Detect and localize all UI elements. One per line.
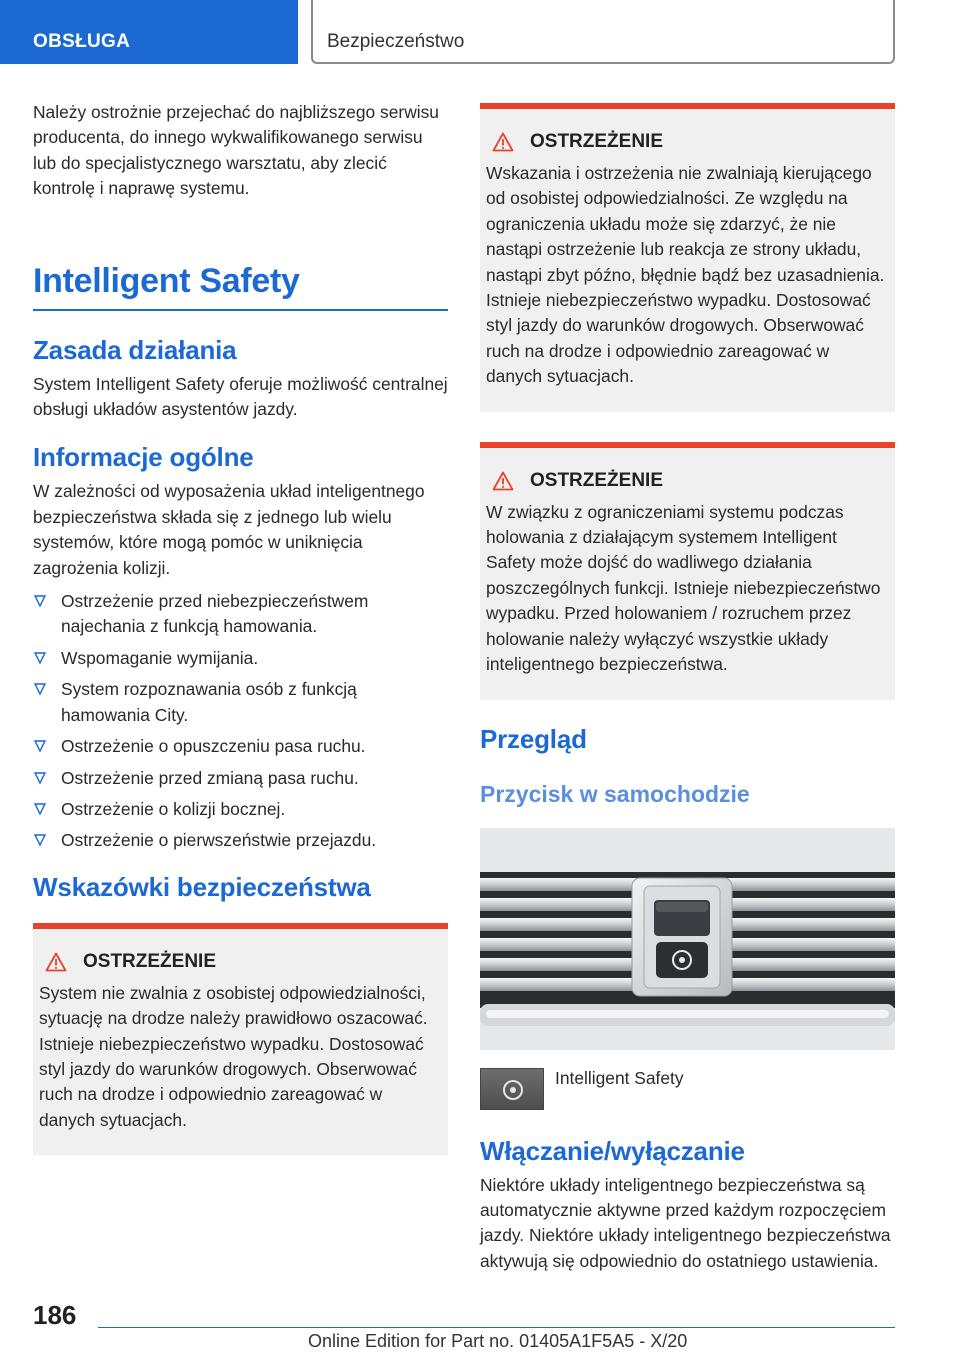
- warning-text: Wskazania i ostrzeżenia nie zwalniają kierującego od osobistej odpowiedzialności. Ze względu na ograniczenia układu może się zdarzyć, że nie nastąpi ostrzeżenie lub reakcja ze strony układu, nastąpi zbyt późno, błędnie bądź bez uzasadnienia. Istnieje niebezpieczeństwo wypadku. Dostosować styl jazdy do warunków drogowych. Obserwować ruch na drodze i odpowiednio zareagować w danych sytuacjach.: [486, 163, 885, 387]
- list-item: Ostrzeżenie o kolizji bocznej.: [33, 797, 448, 822]
- page-number: 186: [33, 1300, 77, 1330]
- section-tab: [0, 0, 298, 64]
- warning-triangle-icon: [45, 952, 67, 972]
- general-heading: Informacje ogólne: [33, 442, 254, 473]
- triangle-bullet-icon: [33, 802, 47, 816]
- triangle-bullet-icon: [33, 682, 47, 696]
- air-vent-illustration: [480, 828, 895, 1050]
- overview-heading: Przegląd: [480, 723, 587, 754]
- title-rule: [33, 309, 448, 311]
- chapter-label: Bezpieczeństwo: [327, 31, 465, 52]
- footer-edition: Online Edition for Part no. 01405A1F5A5 - X/20: [308, 1331, 688, 1351]
- principle-heading: Zasada działania: [33, 334, 237, 365]
- principle-text: System Intelligent Safety oferuje możliwość centralnej obsługi układów asystentów jazdy.: [33, 373, 448, 420]
- general-text: W zależności od wyposażenia układ inteligentnego bezpieczeństwa składa się z jednego lub wielu systemów, które mogą pomóc w uniknięcia zagrożenia kolizji.: [33, 481, 425, 578]
- warning-triangle-icon: [492, 132, 514, 152]
- list-item: Ostrzeżenie przed zmianą pasa ruchu.: [33, 766, 448, 791]
- warning-text: System nie zwalnia z osobistej odpowiedzialności, sytuację na drodze należy prawidłowo oszacować. Istnieje niebezpieczeństwo wypadku. Dostosować styl jazdy do warunków drogowych. Obserwować ruch na drodze i odpowiednio zareagować w danych sytuacjach.: [39, 982, 428, 1130]
- icon-legend: [480, 1068, 895, 1110]
- systems-list: [33, 589, 448, 854]
- warning-triangle-icon: [492, 471, 514, 491]
- warning-text: W związku z ograniczeniami systemu podczas holowania z działającym systemem Intelligent Safety może dojść do wadliwego działania poszczególnych funkcji. Istnieje niebezpieczeństwo wypadku. Przed holowaniem / rozruchem przez holowanie należy wyłączyć wszystkie układy inteligentnego bezpieczeństwa.: [486, 501, 881, 675]
- list-item: Ostrzeżenie o opuszczeniu pasa ruchu.: [33, 734, 448, 759]
- warning-title: OSTRZEŻENIE: [39, 951, 442, 973]
- page-title: Intelligent Safety: [33, 261, 300, 300]
- list-item: Ostrzeżenie o pierwszeństwie przejazdu.: [33, 828, 448, 853]
- chapter-box: [311, 0, 895, 64]
- triangle-bullet-icon: [33, 833, 47, 847]
- warning-title: OSTRZEŻENIE: [486, 470, 889, 492]
- vent-button-photo: [480, 828, 895, 1050]
- list-item: Wspomaganie wymijania.: [33, 646, 448, 671]
- warning-box: [480, 103, 895, 412]
- list-item: System rozpoznawania osób z funkcją hamowania City.: [33, 677, 448, 728]
- icon-label: Intelligent Safety: [555, 1067, 684, 1088]
- warning-box: [33, 923, 448, 1155]
- list-item: Ostrzeżenie przed niebezpieczeństwem najechania z funkcją hamowania.: [33, 589, 448, 640]
- left-column: [33, 100, 448, 1155]
- intro-paragraph: Należy ostrożnie przejechać do najbliższego serwisu producenta, do innego wykwalifikowanego serwisu lub do specjalistycznego warsztatu, aby zlecić kontrolę i naprawę systemu.: [33, 102, 439, 199]
- warning-box: [480, 442, 895, 700]
- onoff-heading: Włączanie/wyłączanie: [480, 1135, 745, 1166]
- footer-rule: [98, 1327, 895, 1328]
- intelligent-safety-button-icon: [480, 1068, 544, 1110]
- safety-heading: Wskazówki bezpieczeństwa: [33, 871, 371, 902]
- triangle-bullet-icon: [33, 651, 47, 665]
- button-heading: Przycisk w samochodzie: [480, 780, 750, 807]
- onoff-text: Niektóre układy inteligentnego bezpieczeństwa są automatycznie aktywne przed każdym rozpoczęciem jazdy. Niektóre układy inteligentnego bezpieczeństwa aktywują się odpowiednio do ostatniego ustawienia.: [480, 1174, 891, 1271]
- triangle-bullet-icon: [33, 771, 47, 785]
- triangle-bullet-icon: [33, 594, 47, 608]
- triangle-bullet-icon: [33, 739, 47, 753]
- warning-title: OSTRZEŻENIE: [486, 131, 889, 153]
- section-label: OBSŁUGA: [33, 31, 131, 52]
- right-column: [480, 103, 895, 1274]
